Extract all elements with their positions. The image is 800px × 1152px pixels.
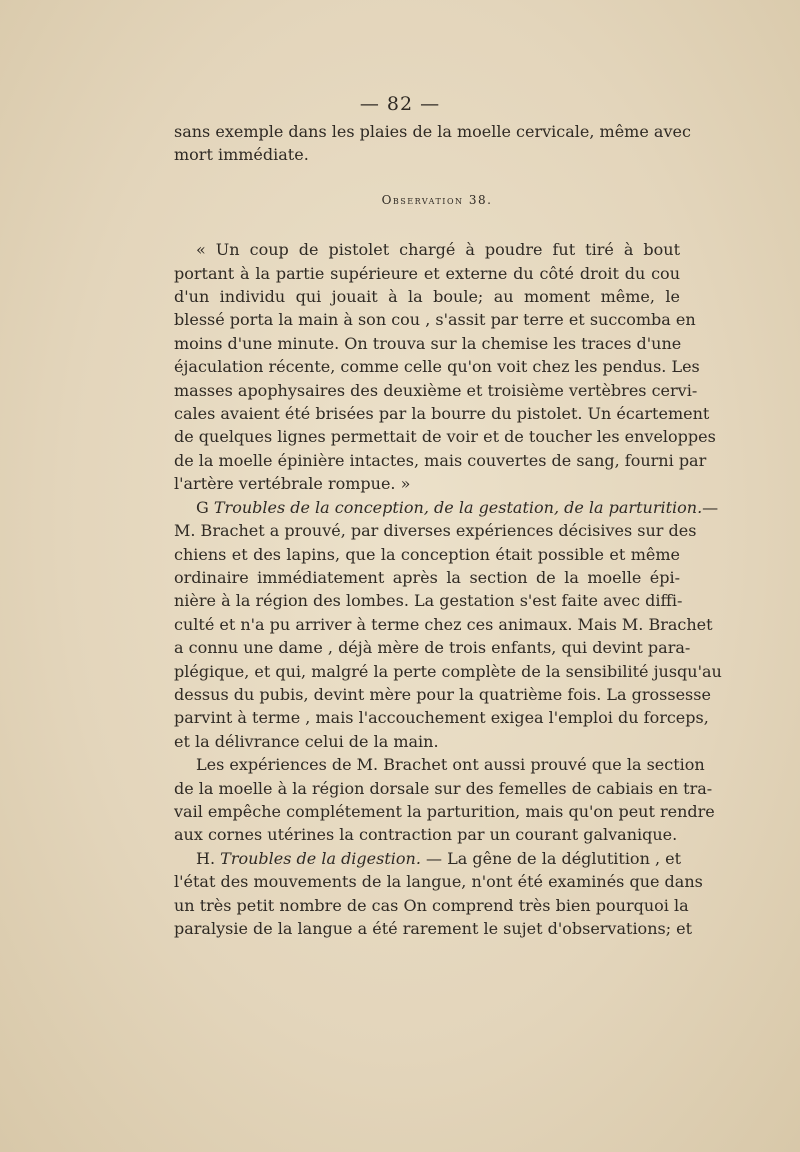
text-line: a connu une dame , déjà mère de trois enfants, qui devint para-	[174, 638, 691, 658]
section-h-heading-line	[174, 847, 680, 870]
page-number: — 82 —	[359, 93, 441, 115]
text-line: mort immédiate.	[174, 145, 309, 165]
text-line: d'un individu qui jouait à la boule; au moment même, le	[174, 287, 680, 307]
text-line: M. Brachet a prouvé, par diverses expériences décisives sur des	[174, 521, 697, 541]
text-line: aux cornes utérines la contraction par un courant galvanique.	[174, 825, 678, 845]
text-line: Les expériences de M. Brachet ont aussi prouvé que la section	[196, 755, 705, 775]
body-text	[174, 120, 722, 940]
text-line: culté et n'a pu arriver à terme chez ces animaux. Mais M. Brachet	[174, 614, 713, 634]
section-h-rest: — La gêne de la déglutition , et	[426, 848, 682, 868]
text-line: et la délivrance celui de la main.	[174, 731, 439, 751]
text-line: dessus du pubis, devint mère pour la quatrième fois. La grossesse	[174, 684, 711, 704]
text-line: paralysie de la langue a été rarement le sujet d'observations; et	[174, 919, 693, 938]
text-line: « Un coup de pistolet chargé à poudre fut tiré à bout	[196, 240, 680, 260]
text-line: ordinaire immédiatement après la section de la moelle épi-	[174, 567, 680, 587]
text-line: blessé porta la main à son cou , s'assit par terre et succomba en	[174, 310, 696, 330]
text-line: masses apophysaires des deuxième et troisième vertèbres cervi-	[174, 380, 698, 400]
text-line: l'artère vertébrale rompue. »	[174, 474, 411, 494]
section-g-letter: G	[196, 497, 209, 517]
section-g-title: Troubles de la conception, de la gestation, de la parturition.	[213, 497, 703, 517]
text-line: l'état des mouvements de la langue, n'ont été examinés que dans	[174, 872, 703, 892]
text-line: parvint à terme , mais l'accouchement exigea l'emploi du forceps,	[174, 708, 709, 728]
text-line: éjaculation récente, comme celle qu'on voit chez les pendus. Les	[174, 357, 700, 377]
text-line: de la moelle épinière intactes, mais couvertes de sang, fourni par	[174, 450, 707, 470]
text-line: plégique, et qui, malgré la perte complète de la sensibilité jusqu'au	[174, 661, 722, 681]
text-line: vail empêche complétement la parturition, mais qu'on peut rendre	[174, 801, 715, 821]
text-line: chiens et des lapins, que la conception était possible et même	[174, 544, 680, 564]
section-h-title: Troubles de la digestion.	[220, 848, 421, 868]
observation-heading: Observation 38.	[381, 192, 493, 207]
section-g-heading-line	[174, 496, 719, 519]
text-line: de la moelle à la région dorsale sur des femelles de cabiais en tra-	[174, 778, 713, 798]
text-line: sans exemple dans les plaies de la moelle cervicale, même avec	[174, 122, 691, 141]
section-h-letter: H.	[196, 848, 216, 868]
section-g-dash: —	[702, 497, 719, 517]
text-line: de quelques lignes permettait de voir et de toucher les enveloppes	[174, 427, 716, 447]
text-line: un très petit nombre de cas On comprend très bien pourquoi la	[174, 895, 689, 915]
text-line: cales avaient été brisées par la bourre du pistolet. Un écartement	[174, 404, 710, 424]
text-line: nière à la région des lombes. La gestation s'est faite avec diffi-	[174, 591, 683, 611]
text-line: portant à la partie supérieure et externe du côté droit du cou	[174, 263, 680, 283]
text-line: moins d'une minute. On trouva sur la chemise les traces d'une	[174, 333, 682, 353]
